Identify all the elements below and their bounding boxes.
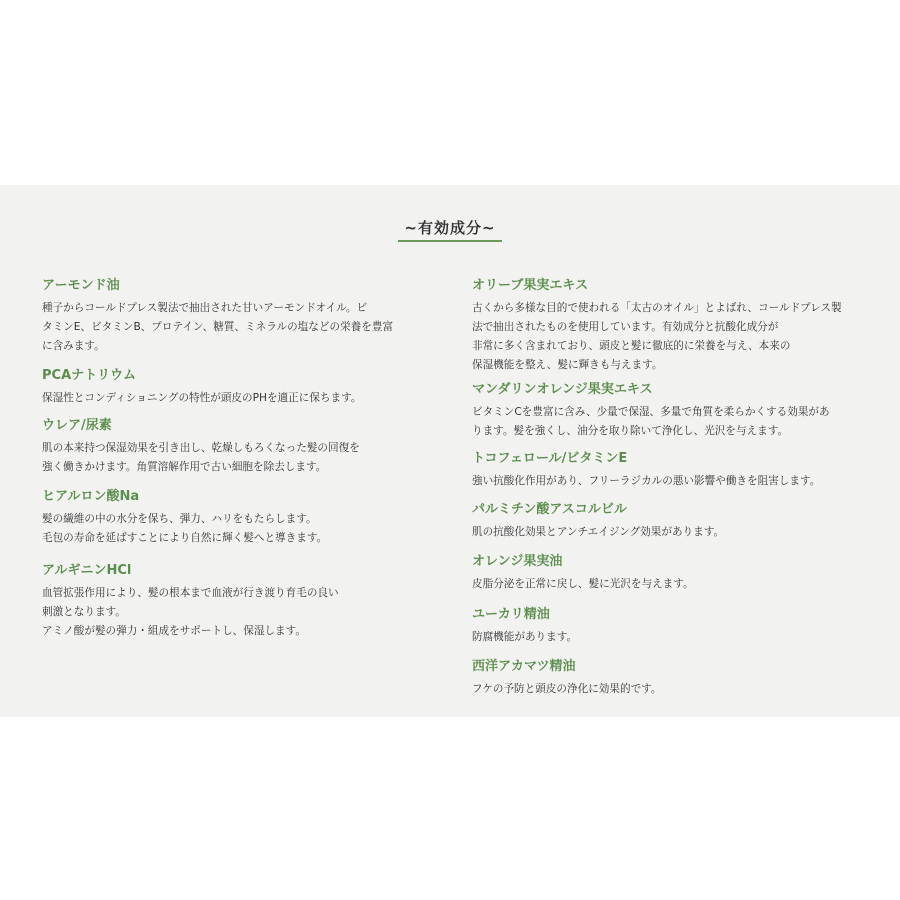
ingredient-name: 西洋アカマツ精油	[472, 659, 576, 674]
ingredient-name: マンダリンオレンジ果実エキス	[472, 382, 653, 397]
ingredient-description: 防腐機能があります。	[472, 631, 578, 643]
ingredient-tocopherol	[472, 450, 862, 491]
ingredient-description: 肌の抗酸化効果とアンチエイジング効果があります。	[472, 526, 725, 538]
ingredient-olive-fruit-extract	[472, 277, 862, 375]
ingredient-name: ヒアルロン酸Na	[42, 489, 140, 504]
ingredient-name: オレンジ果実油	[472, 554, 563, 569]
ingredient-description: ビタミンCを豊富に含み、少量で保湿、多量で角質を柔らかくする効果があ ります。髪を強くし、油分を取り除いて浄化し、光沢を与えます。	[472, 406, 830, 437]
ingredient-description: 髪の繊維の中の水分を保ち、弾力、ハリをもたらします。 毛包の寿命を延ばすことにより自然に輝く髪へと導きます。	[42, 513, 328, 544]
ingredient-description: フケの予防と頭皮の浄化に効果的です。	[472, 683, 662, 695]
ingredient-name: パルミチン酸アスコルビル	[472, 502, 627, 517]
ingredient-name: アーモンド油	[42, 278, 120, 293]
ingredient-name: PCAナトリウム	[42, 368, 136, 383]
ingredient-urea	[42, 417, 402, 477]
title-underline	[398, 240, 502, 242]
ingredient-pine-oil	[472, 658, 862, 699]
ingredient-description: 肌の本来持つ保湿効果を引き出し、乾燥しもろくなった髪の回復を 強く働きかけます。角質溶解作用で古い細胞を除去します。	[42, 442, 360, 473]
ingredient-description: 強い抗酸化作用があり、フリーラジカルの悪い影響や働きを阻害します。	[472, 475, 821, 487]
ingredient-ascorbyl-palmitate	[472, 501, 862, 542]
ingredient-hyaluronic-acid	[42, 488, 402, 548]
ingredient-name: トコフェロール/ビタミンE	[472, 451, 628, 466]
ingredient-description: 皮脂分泌を正常に戻し、髪に光沢を与えます。	[472, 578, 694, 590]
ingredient-orange-oil	[472, 553, 862, 594]
ingredient-mandarin-extract	[472, 381, 862, 441]
ingredient-eucalyptus-oil	[472, 606, 862, 647]
ingredient-name: ウレア/尿素	[42, 418, 112, 433]
ingredient-name: ユーカリ精油	[472, 607, 550, 622]
section-title: ~有効成分~	[404, 219, 496, 237]
ingredient-name: アルギニンHCl	[42, 563, 132, 578]
ingredient-description: 保湿性とコンディショニングの特性が頭皮のPHを適正に保ちます。	[42, 392, 362, 404]
ingredients-panel	[0, 185, 900, 717]
ingredient-almond-oil	[42, 277, 402, 356]
ingredient-name: オリーブ果実エキス	[472, 278, 589, 293]
ingredient-arginine-hcl	[42, 562, 402, 641]
ingredient-description: 古くから多様な目的で使われる「太古のオイル」とよばれ、コールドプレス製 法で抽出されたものを使用しています。有効成分と抗酸化成分が 非常に多く含まれており、頭皮と髪に徹底的に栄養を与え、本来の 保湿機能を整え、髪に輝きも与えます。	[472, 302, 842, 371]
ingredient-pca-sodium	[42, 367, 402, 408]
ingredient-description: 種子からコールドプレス製法で抽出された甘いアーモンドオイル。ビ タミンE、ビタミンB、プロテイン、糖質、ミネラルの塩などの栄養を豊富 に含みます。	[42, 302, 394, 352]
ingredient-description: 血管拡張作用により、髪の根本まで血液が行き渡り育毛の良い 刺激となります。 アミノ酸が髪の弾力・組成をサポートし、保湿します。	[42, 587, 339, 637]
